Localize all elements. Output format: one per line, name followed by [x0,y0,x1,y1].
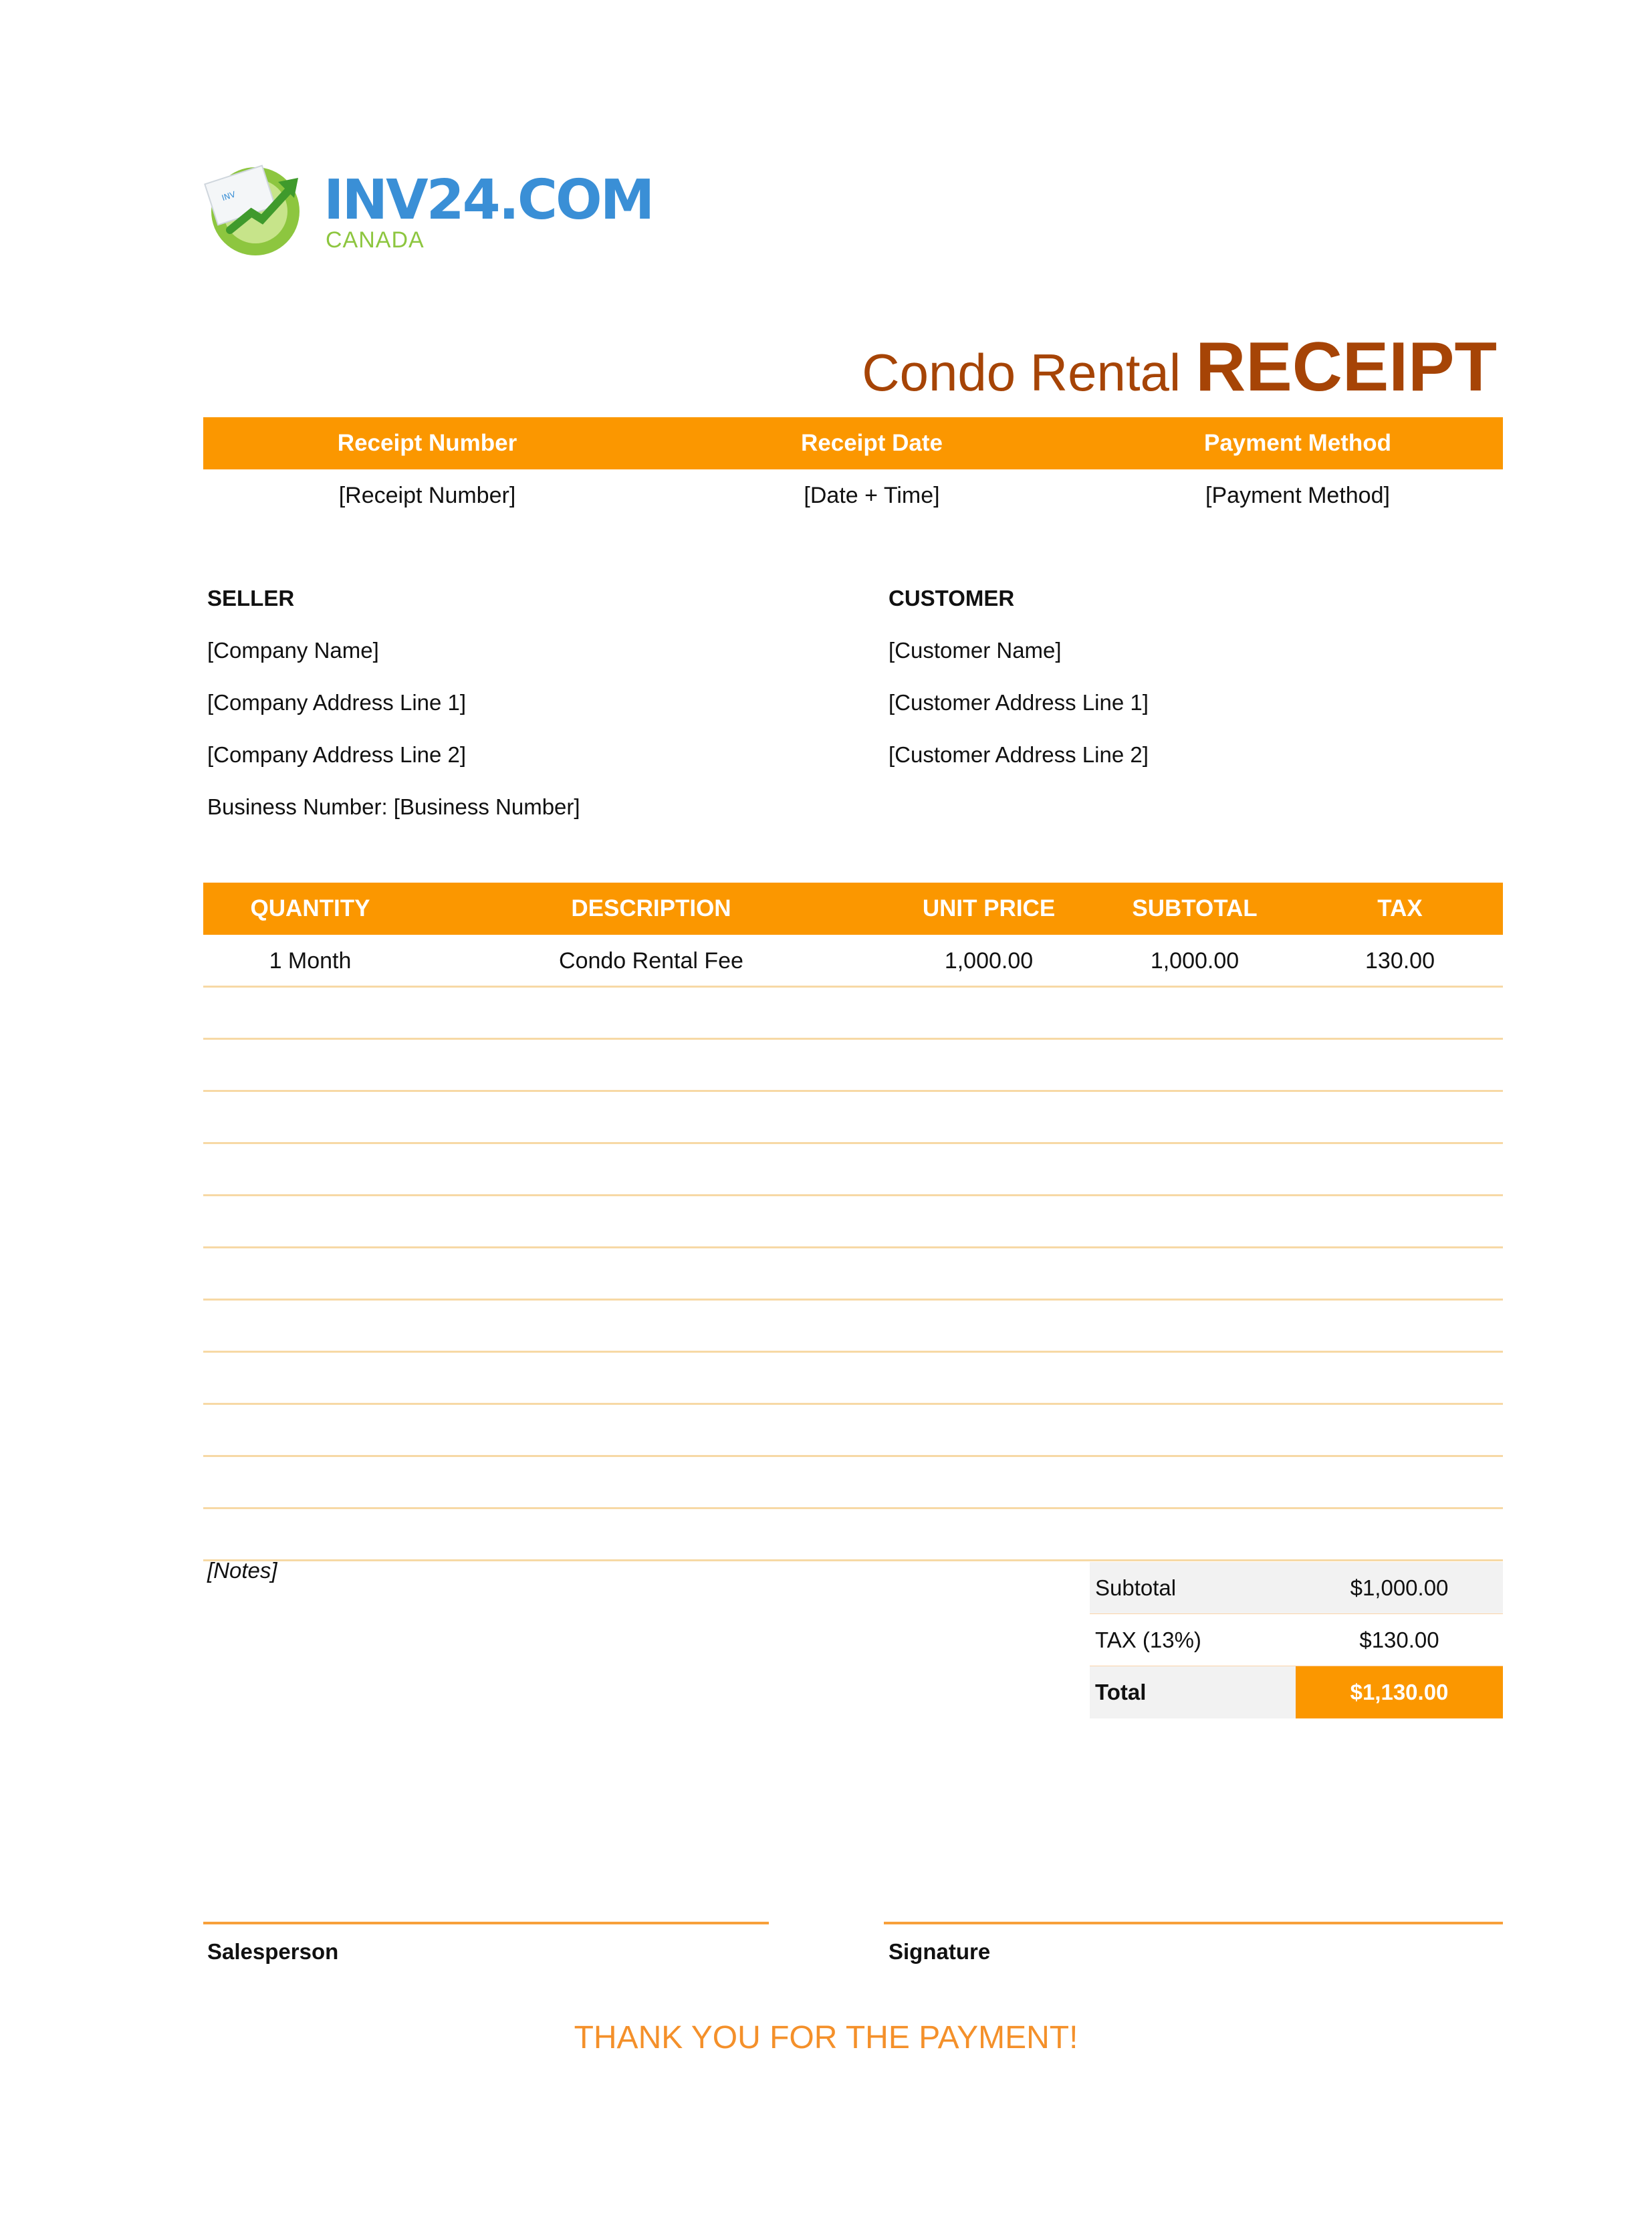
receipt-date-value: [Date + Time] [804,483,940,508]
tax-row [1090,1614,1503,1666]
row-divider [203,1559,1503,1561]
title-main: RECEIPT [1195,328,1497,406]
quantity-header: QUANTITY [250,895,370,921]
customer-address-line-2: [Customer Address Line 2] [889,742,1149,767]
row-divider [203,1194,1503,1196]
description-header: DESCRIPTION [571,895,731,921]
tax-value: $130.00 [1296,1614,1503,1666]
row-divider [203,1403,1503,1405]
seller-address-line-2: [Company Address Line 2] [207,742,467,767]
title-prefix: Condo Rental [862,343,1181,402]
signature-line [884,1922,1503,1924]
salesperson-label: Salesperson [207,1939,339,1964]
subtotal-label: Subtotal [1090,1562,1296,1614]
seller-heading: SELLER [207,586,295,610]
notes: [Notes] [207,1558,277,1583]
receipt-info-header [203,417,1503,469]
seller-company-name: [Company Name] [207,638,379,663]
item-description: Condo Rental Fee [559,948,743,974]
total-row [1090,1666,1503,1718]
company-logo [203,155,653,262]
row-divider [203,1246,1503,1248]
row-divider [203,1351,1503,1353]
row-divider [203,1142,1503,1144]
subtotal-row [1090,1562,1503,1614]
row-divider [203,1038,1503,1040]
subtotal-header: SUBTOTAL [1132,895,1258,921]
seller-address-line-1: [Company Address Line 1] [207,690,467,715]
page-title [862,328,1497,407]
customer-heading: CUSTOMER [889,586,1015,610]
seller-business-number: Business Number: [Business Number] [207,794,580,819]
row-divider [203,986,1503,988]
customer-address-line-1: [Customer Address Line 1] [889,690,1149,715]
svg-text:INV: INV [220,189,237,203]
logo-icon [203,155,310,262]
tax-header: TAX [1377,895,1423,921]
item-tax: 130.00 [1365,948,1435,974]
salesperson-line [203,1922,769,1924]
payment-method-value: [Payment Method] [1205,483,1390,508]
payment-method-header: Payment Method [1203,430,1392,456]
row-divider [203,1090,1503,1092]
receipt-date-header: Receipt Date [800,430,943,456]
tax-label: TAX (13%) [1090,1614,1296,1666]
total-value: $1,130.00 [1296,1666,1503,1718]
receipt-number-header: Receipt Number [337,430,517,456]
item-unit-price: 1,000.00 [944,948,1034,974]
customer-name: [Customer Name] [889,638,1062,663]
logo-name: INV24.COM [324,169,653,232]
row-divider [203,1299,1503,1301]
row-divider [203,1507,1503,1509]
items-table-header [203,883,1503,935]
subtotal-value: $1,000.00 [1296,1562,1503,1614]
item-subtotal: 1,000.00 [1150,948,1240,974]
total-label: Total [1090,1666,1296,1718]
signature-label: Signature [889,1939,991,1964]
receipt-number-value: [Receipt Number] [338,483,516,508]
unit-price-header: UNIT PRICE [922,895,1056,921]
logo-subtitle: CANADA [326,227,425,253]
item-quantity: 1 Month [269,948,352,974]
thank-you-message: THANK YOU FOR THE PAYMENT! [574,2020,1078,2055]
row-divider [203,1455,1503,1457]
